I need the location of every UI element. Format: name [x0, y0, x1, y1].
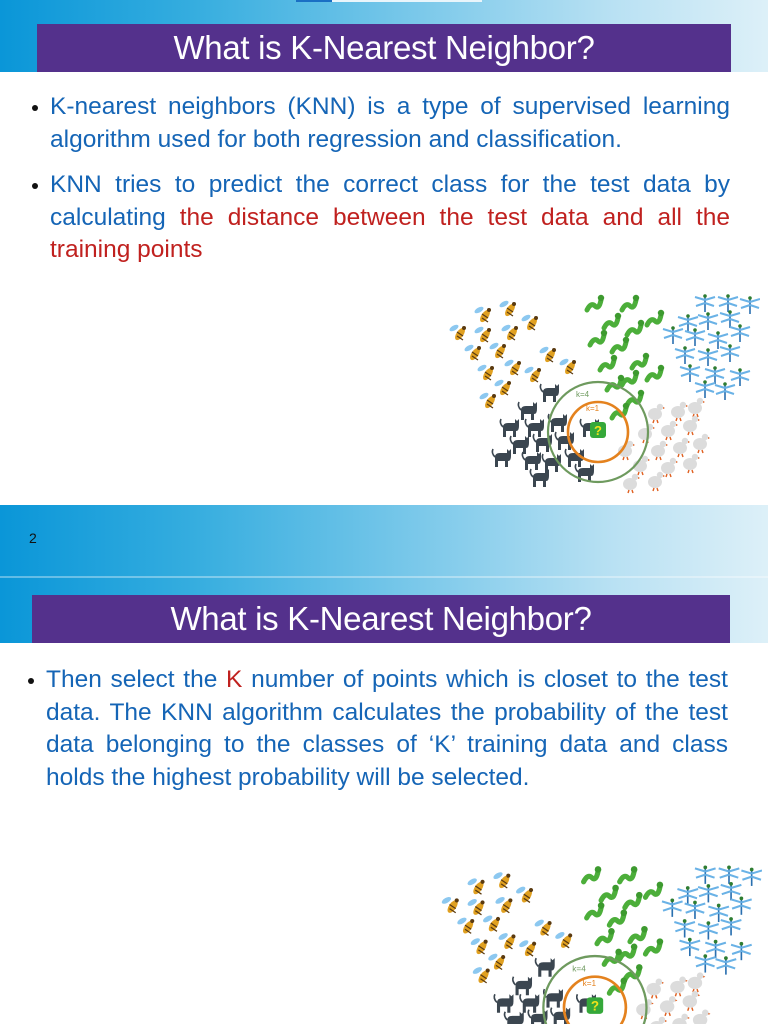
slide-number: 2	[29, 530, 37, 546]
bullet-item	[26, 664, 728, 794]
k1-label: k=1	[586, 404, 600, 413]
slide-2-bullets	[26, 664, 728, 794]
slide-separator	[0, 576, 768, 578]
knn-illustration	[432, 855, 762, 1024]
bullet-highlight-text: K	[226, 666, 243, 693]
bullet-text: KNN tries to predict the correct class for the test data by calculating	[50, 171, 730, 231]
cat-cluster	[492, 384, 599, 487]
svg-text:k=4: k=4	[572, 964, 586, 974]
bullet-item	[30, 91, 730, 156]
slide-title: What is K-Nearest Neighbor?	[32, 595, 730, 643]
k4-label: k=4	[576, 390, 590, 399]
caterpillar-cluster	[587, 295, 664, 418]
bullet-text: K-nearest neighbors (KNN) is a type of supervised learning algorithm used for both regression and classification.	[50, 93, 730, 153]
svg-text:k=1: k=1	[582, 978, 597, 988]
slide-title: What is K-Nearest Neighbor?	[37, 24, 731, 72]
test-point-question: ?	[594, 423, 602, 438]
chicken-cluster	[618, 398, 710, 493]
top-tab-marker-light	[332, 0, 482, 2]
dragonfly-cluster	[663, 294, 760, 400]
bullet-highlight-text: the distance between the test data and all the training points	[50, 203, 731, 263]
svg-text:?: ?	[590, 998, 599, 1014]
knn-illustration	[440, 284, 760, 494]
top-tab-marker	[296, 0, 332, 2]
bullet-item	[30, 169, 730, 267]
bullet-text: Then select the	[46, 666, 227, 693]
bullet-text: number of points which is closet to the test data. The KNN algorithm calculates the probability of the test data belonging to the classes of ‘K’ training data and class holds the highest probability will be selected.	[46, 666, 728, 791]
slide-1-bullets	[30, 91, 730, 267]
